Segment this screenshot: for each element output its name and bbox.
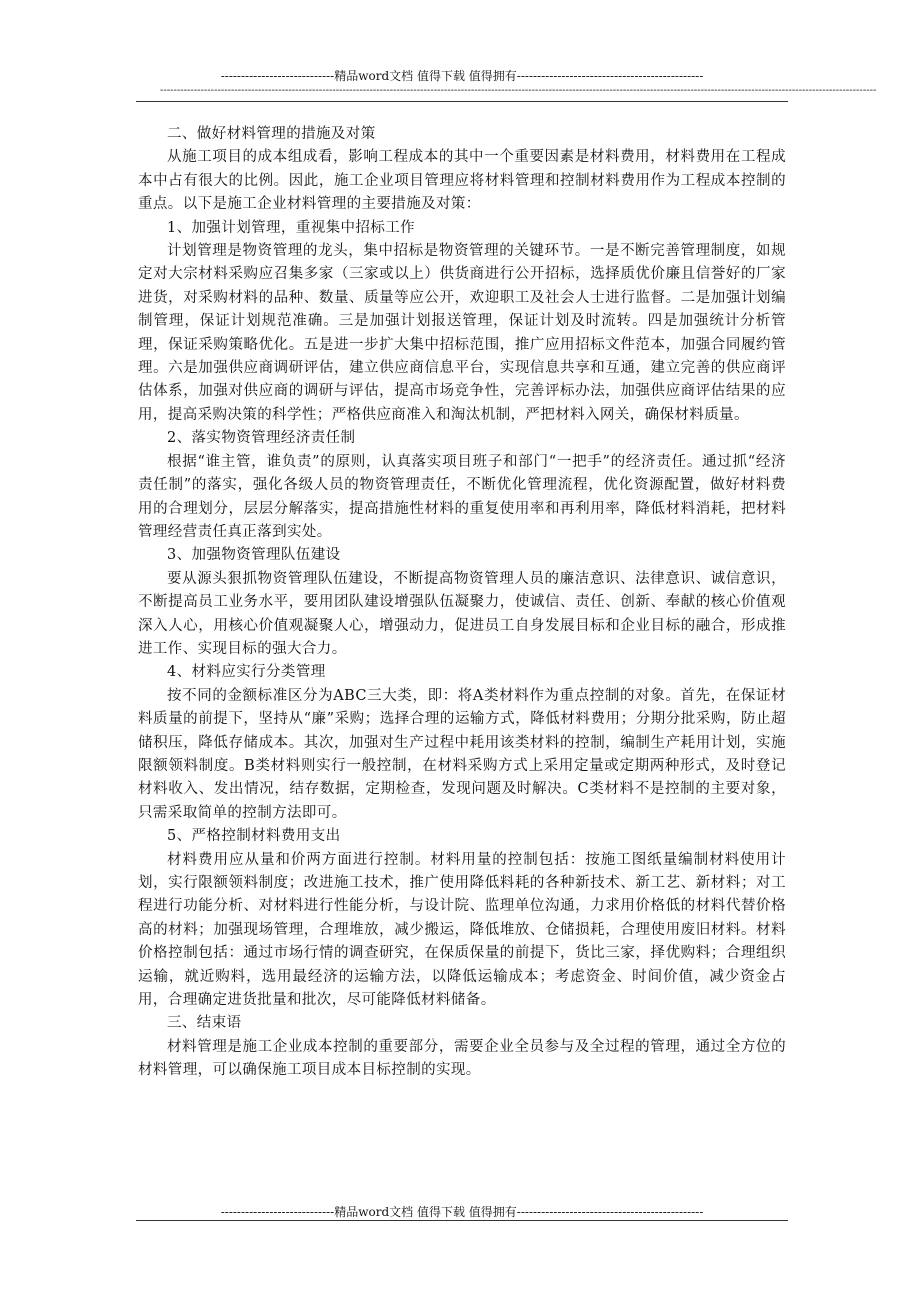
body-paragraph: 要从源头狠抓物资管理队伍建设，不断提高物资管理人员的廉洁意识、法律意识、诚信意识，不断提高员工业务水平，要用团队建设增强队伍凝聚力，使诚信、责任、创新、奉献的核心价值观深入人心，用核心价值观凝聚人心，增强动力，促进员工自身发展目标和企业目标的融合，形成推进工作、实现目标的强大合力。 <box>138 570 786 657</box>
subheading-3: 3、加强物资管理队伍建设 <box>167 547 341 564</box>
subheading-2: 2、落实物资管理经济责任制 <box>167 430 356 447</box>
body-paragraph: 材料费用应从量和价两方面进行控制。材料用量的控制包括：按施工图纸量编制材料使用计划，实行限额领料制度；改进施工技术，推广使用降低料耗的各种新技术、新工艺、新材料；对工程进行功能分析、对材料进行性能分析，与设计院、监理单位沟通，力求用价格低的材料代替价格高的材料；加强现场管理，合理堆放，减少搬运，降低堆放、仓储损耗，合理使用废旧材料。材料价格控制包括：通过市场行情的调查研究，在保质保量的前提下，货比三家，择优购料；合理组织运输，就近购料，选用最经济的运输方法，以降低运输成本；考虑资金、时间价值，减少资金占用，合理确定进货批量和批次，尽可能降低材料储备。 <box>138 851 786 1009</box>
body-paragraph: 材料管理是施工企业成本控制的重要部分，需要企业全员参与及全过程的管理，通过全方位的材料管理，可以确保施工项目成本目标控制的实现。 <box>138 1038 786 1079</box>
document-body <box>138 123 786 1083</box>
subheading-4: 4、材料应实行分类管理 <box>167 664 326 681</box>
footer-rule <box>136 1220 788 1221</box>
body-paragraph: 计划管理是物资管理的龙头，集中招标是物资管理的关键环节。一是不断完善管理制度，如规定对大宗材料采购应召集多家（三家或以上）供货商进行公开招标，选择质优价廉且信誉好的厂家进货，对采购材料的品种、数量、质量等应公开，欢迎职工及社会人士进行监督。二是加强计划编制管理，保证计划规范准确。三是加强计划报送管理，保证计划及时流转。四是加强统计分析管理，保证采购策略优化。五是进一步扩大集中招标范围，推广应用招标文件范本，加强合同履约管理。六是加强供应商调研评估，建立供应商信息平台，实现信息共享和互通，建立完善的供应商评估体系，加强对供应商的调研与评估，提高市场竞争性，完善评标办法，加强供应商评估结果的应用，提高采购决策的科学性；严格供应商准入和淘汰机制，严把材料入网关，确保材料质量。 <box>138 243 786 423</box>
header-rule <box>136 101 788 102</box>
header-dash-line: -------------------------------------------------------------------------------------------------------------------------------------------------------------------------------------------------------------------- <box>160 85 877 96</box>
section-heading-3: 三、结束语 <box>167 1015 242 1032</box>
section-heading-2: 二、做好材料管理的措施及对策 <box>167 126 376 142</box>
subheading-1: 1、加强计划管理，重视集中招标工作 <box>167 219 416 236</box>
page-header: ----------------------------精品word文档 值得下载 值得拥有---------------------------------------------- <box>220 69 704 83</box>
body-paragraph: 根据“谁主管，谁负责”的原则，认真落实项目班子和部门“一把手”的经济责任。通过抓“经济责任制”的落实，强化各级人员的物资管理责任，不断优化管理流程，优化资源配置，做好材料费用的合理划分，层层分解落实，提高措施性材料的重复使用率和再利用率，降低材料消耗，把材料管理经营责任真正落到实处。 <box>138 453 786 540</box>
page-footer: ----------------------------精品word文档 值得下载 值得拥有---------------------------------------------- <box>220 1205 704 1219</box>
body-paragraph: 从施工项目的成本组成看，影响工程成本的其中一个重要因素是材料费用，材料费用在工程成本中占有很大的比例。因此，施工企业项目管理应将材料管理和控制材料费用作为工程成本控制的重点。以下是施工企业材料管理的主要措施及对策： <box>138 149 786 213</box>
body-paragraph: 按不同的金额标准区分为ABC三大类，即：将A类材料作为重点控制的对象。首先，在保证材料质量的前提下，坚持从“廉”采购；选择合理的运输方式，降低材料费用；分期分批采购，防止超储积压，降低存储成本。其次，加强对生产过程中耗用该类材料的控制，编制生产耗用计划，实施限额领料制度。B类材料则实行一般控制，在材料采购方式上采用定量或定期两种形式，及时登记材料收入、发出情况，结存数据，定期检查，发现问题及时解决。C类材料不是控制的主要对象，只需采取简单的控制方法即可。 <box>138 687 786 821</box>
subheading-5: 5、严格控制材料费用支出 <box>167 828 341 845</box>
